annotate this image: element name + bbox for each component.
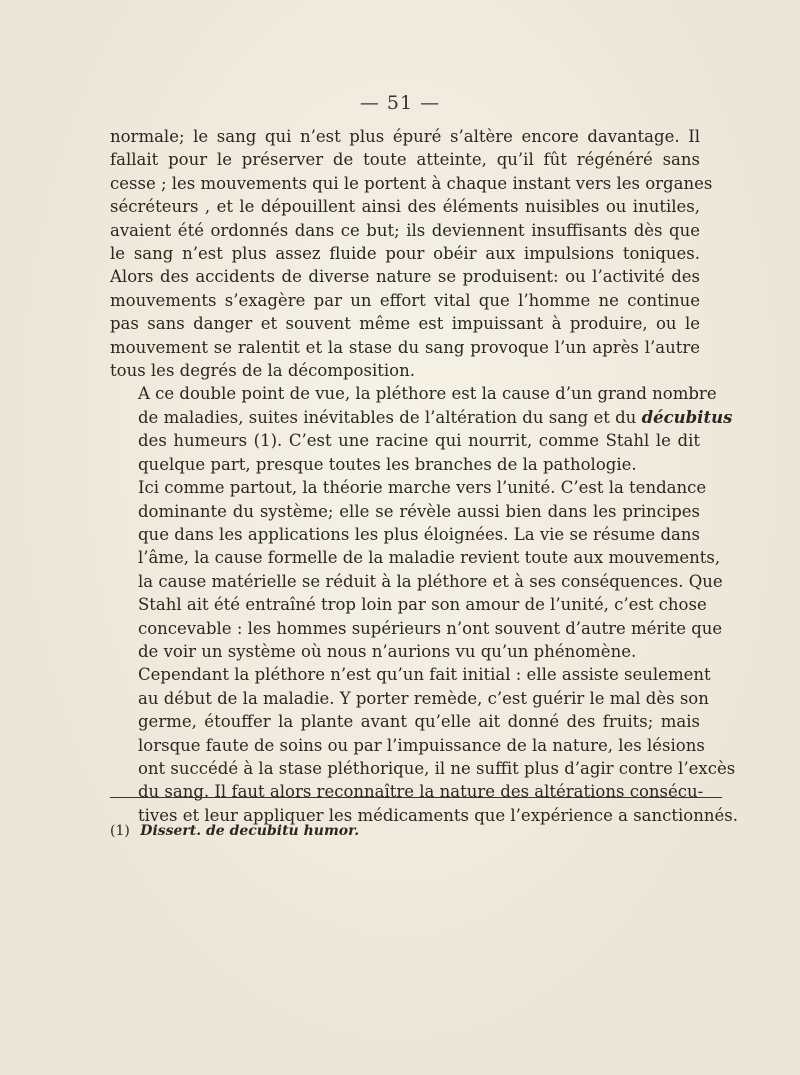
text-line: de voir un système où nous n’aurions vu qu’un phénomène. <box>138 641 637 661</box>
body-text <box>110 125 738 827</box>
text-line: concevable : les hommes supérieurs n’ont souvent d’autre mérite que <box>138 618 723 638</box>
text-line: pas sans danger et souvent même est impuissant à produire, ou le <box>110 314 700 334</box>
text-line: quelque part, presque toutes les branches de la pathologie. <box>138 454 637 474</box>
text-line: cesse ; les mouvements qui le portent à chaque instant vers les organes <box>110 173 713 193</box>
text-line: l’âme, la cause formelle de la maladie revient toute aux mouvements, <box>138 548 721 568</box>
text-line: normale; le sang qui n’est plus épuré s’altère encore davantage. Il <box>110 127 700 146</box>
text-line: des humeurs (1). C’est une racine qui nourrit, comme Stahl le dit <box>138 431 700 451</box>
text-line: le sang n’est plus assez fluide pour obéir aux impulsions toniques. <box>110 244 700 264</box>
text-line: au début de la maladie. Y porter remède, c’est guérir le mal dès son <box>138 688 709 708</box>
text-line: la cause matérielle se réduit à la pléthore et à ses conséquences. Que <box>138 571 723 591</box>
page-number: — 51 — <box>359 92 441 114</box>
text-line: Stahl ait été entraîné trop loin par son amour de l’unité, c’est chose <box>138 595 707 615</box>
text-line: ont succédé à la stase pléthorique, il ne suffit plus d’agir contre l’excès <box>138 758 736 778</box>
paragraph <box>110 382 733 476</box>
paragraph <box>110 663 738 827</box>
paragraph <box>110 476 723 663</box>
footnote-marker: (1) <box>110 823 130 839</box>
text-line: dominante du système; elle se révèle aussi bien dans les principes <box>138 501 700 521</box>
text-line: tives et leur appliquer les médicaments que l’expérience a sanctionnés. <box>138 805 738 825</box>
text-line: Ici comme partout, la théorie marche vers l’unité. C’est la tendance <box>138 478 707 498</box>
text-line: lorsque faute de soins ou par l’impuissance de la nature, les lésions <box>138 735 705 755</box>
text-line: sécréteurs , et le dépouillent ainsi des éléments nuisibles ou inutiles, <box>110 197 700 217</box>
paragraph <box>110 125 713 382</box>
text-line: Alors des accidents de diverse nature se produisent: ou l’activité des <box>110 267 700 287</box>
text-line: mouvement se ralentit et la stase du sang provoque l’un après l’autre <box>110 337 700 357</box>
footnote-rule <box>110 797 722 798</box>
text-line: tous les degrés de la décomposition. <box>110 361 415 381</box>
footnote <box>110 823 359 839</box>
text-line: de maladies, suites inévitables de l’altération du sang et du décubitus <box>138 407 733 427</box>
text-line: A ce double point de vue, la pléthore est la cause d’un grand nombre <box>138 384 717 404</box>
text-line: germe, étouffer la plante avant qu’elle ait donné des fruits; mais <box>138 712 700 732</box>
text-line: Cependant la pléthore n’est qu’un fait initial : elle assiste seulement <box>138 665 711 685</box>
text-line: que dans les applications les plus éloignées. La vie se résume dans <box>138 524 700 544</box>
footnote-text: Dissert. de decubitu humor. <box>140 823 360 839</box>
text-line: fallait pour le préserver de toute atteinte, qu’il fût régénéré sans <box>110 150 700 170</box>
text-line: du sang. Il faut alors reconnaître la nature des altérations consécu- <box>138 782 704 802</box>
text-line: avaient été ordonnés dans ce but; ils deviennent insuffisants dès que <box>110 220 700 240</box>
text-line: mouvements s’exagère par un effort vital que l’homme ne continue <box>110 290 700 310</box>
